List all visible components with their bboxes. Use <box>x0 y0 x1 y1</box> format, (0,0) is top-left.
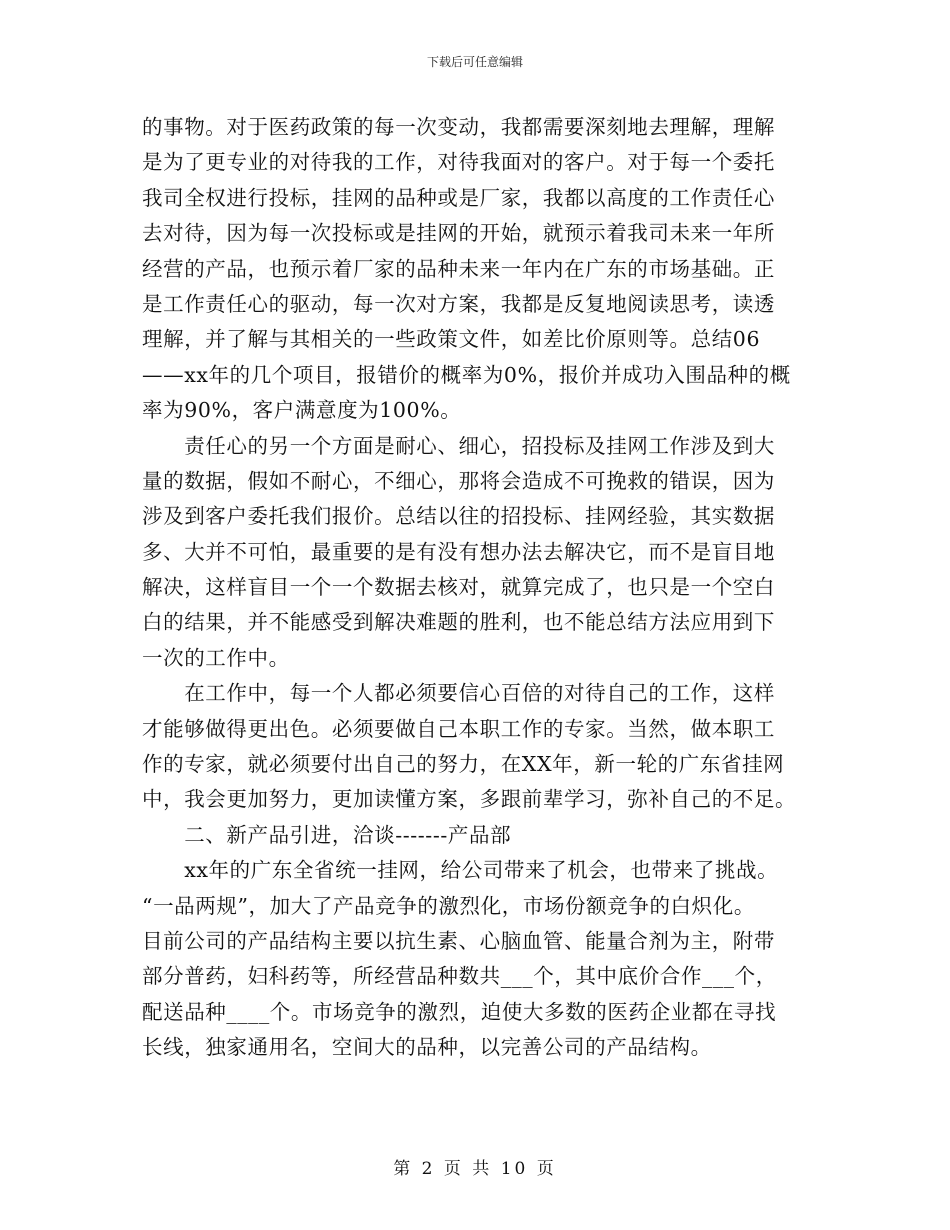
text-line: 才能够做得更出色。必须要做自己本职工作的专家。当然，做本职工 <box>142 716 775 741</box>
page-header: 下载后可任意编辑 <box>426 55 523 69</box>
text-line: 涉及到客户委托我们报价。总结以往的招投标、挂网经验，其实数据 <box>142 504 775 529</box>
text-line: 长线，独家通用名，空间大的品种，以完善公司的产品结构。 <box>142 1035 712 1060</box>
text-line: 配送品种____个。市场竞争的激烈，迫使大多数的医药企业都在寻找 <box>142 999 777 1024</box>
page-number-footer: 第 2 页 共 10 页 <box>393 1159 557 1179</box>
text-line: 白的结果，并不能感受到解决难题的胜利，也不能总结方法应用到下 <box>142 610 775 635</box>
text-line: 多、大并不可怕，最重要的是有没有想办法去解决它，而不是盲目地 <box>142 539 775 564</box>
text-line: 我司全权进行投标，挂网的品种或是厂家，我都以高度的工作责任心 <box>142 185 775 210</box>
text-line: 量的数据，假如不耐心，不细心，那将会造成不可挽救的错误，因为 <box>142 468 775 493</box>
text-line: 解决，这样盲目一个一个数据去核对，就算完成了，也只是一个空白 <box>142 575 775 600</box>
section-heading: 二、新产品引进，洽谈-------产品部 <box>142 822 512 847</box>
text-line: 理解，并了解与其相关的一些政策文件，如差比价原则等。总结06 <box>142 327 761 352</box>
text-line: 目前公司的产品结构主要以抗生素、心脑血管、能量合剂为主，附带 <box>142 928 775 953</box>
text-line: “一品两规”，加大了产品竞争的激烈化，市场份额竞争的白炽化。 <box>142 893 755 918</box>
text-line: 作的专家，就必须要付出自己的努力，在XX年，新一轮的广东省挂网 <box>142 752 785 777</box>
text-line: 经营的产品，也预示着厂家的品种未来一年内在广东的市场基础。正 <box>142 256 775 281</box>
text-line: 是工作责任心的驱动，每一次对方案，我都是反复地阅读思考，读透 <box>142 291 775 316</box>
text-line: 一次的工作中。 <box>142 645 290 670</box>
text-line: 责任心的另一个方面是耐心、细心，招投标及挂网工作涉及到大 <box>142 433 775 458</box>
text-line: 是为了更专业的对待我的工作，对待我面对的客户。对于每一个委托 <box>142 150 775 175</box>
text-line: 部分普药，妇科药等，所经营品种数共___个，其中底价合作___个， <box>142 964 777 989</box>
document-body <box>142 110 812 1066</box>
text-line: 去对待，因为每一次投标或是挂网的开始，就预示着我司未来一年所 <box>142 221 775 246</box>
text-line: xx年的广东全省统一挂网，给公司带来了机会，也带来了挑战。 <box>142 858 779 883</box>
text-line: 的事物。对于医药政策的每一次变动，我都需要深刻地去理解，理解 <box>142 115 775 139</box>
text-line: 在工作中，每一个人都必须要信心百倍的对待自己的工作，这样 <box>142 681 775 706</box>
text-line: ——xx年的几个项目，报错价的概率为0%，报价并成功入围品种的概 <box>142 362 791 387</box>
text-line: 中，我会更加努力，更加读懂方案，多跟前辈学习，弥补自己的不足。 <box>142 787 797 812</box>
text-line: 率为90%，客户满意度为100%。 <box>142 398 462 423</box>
